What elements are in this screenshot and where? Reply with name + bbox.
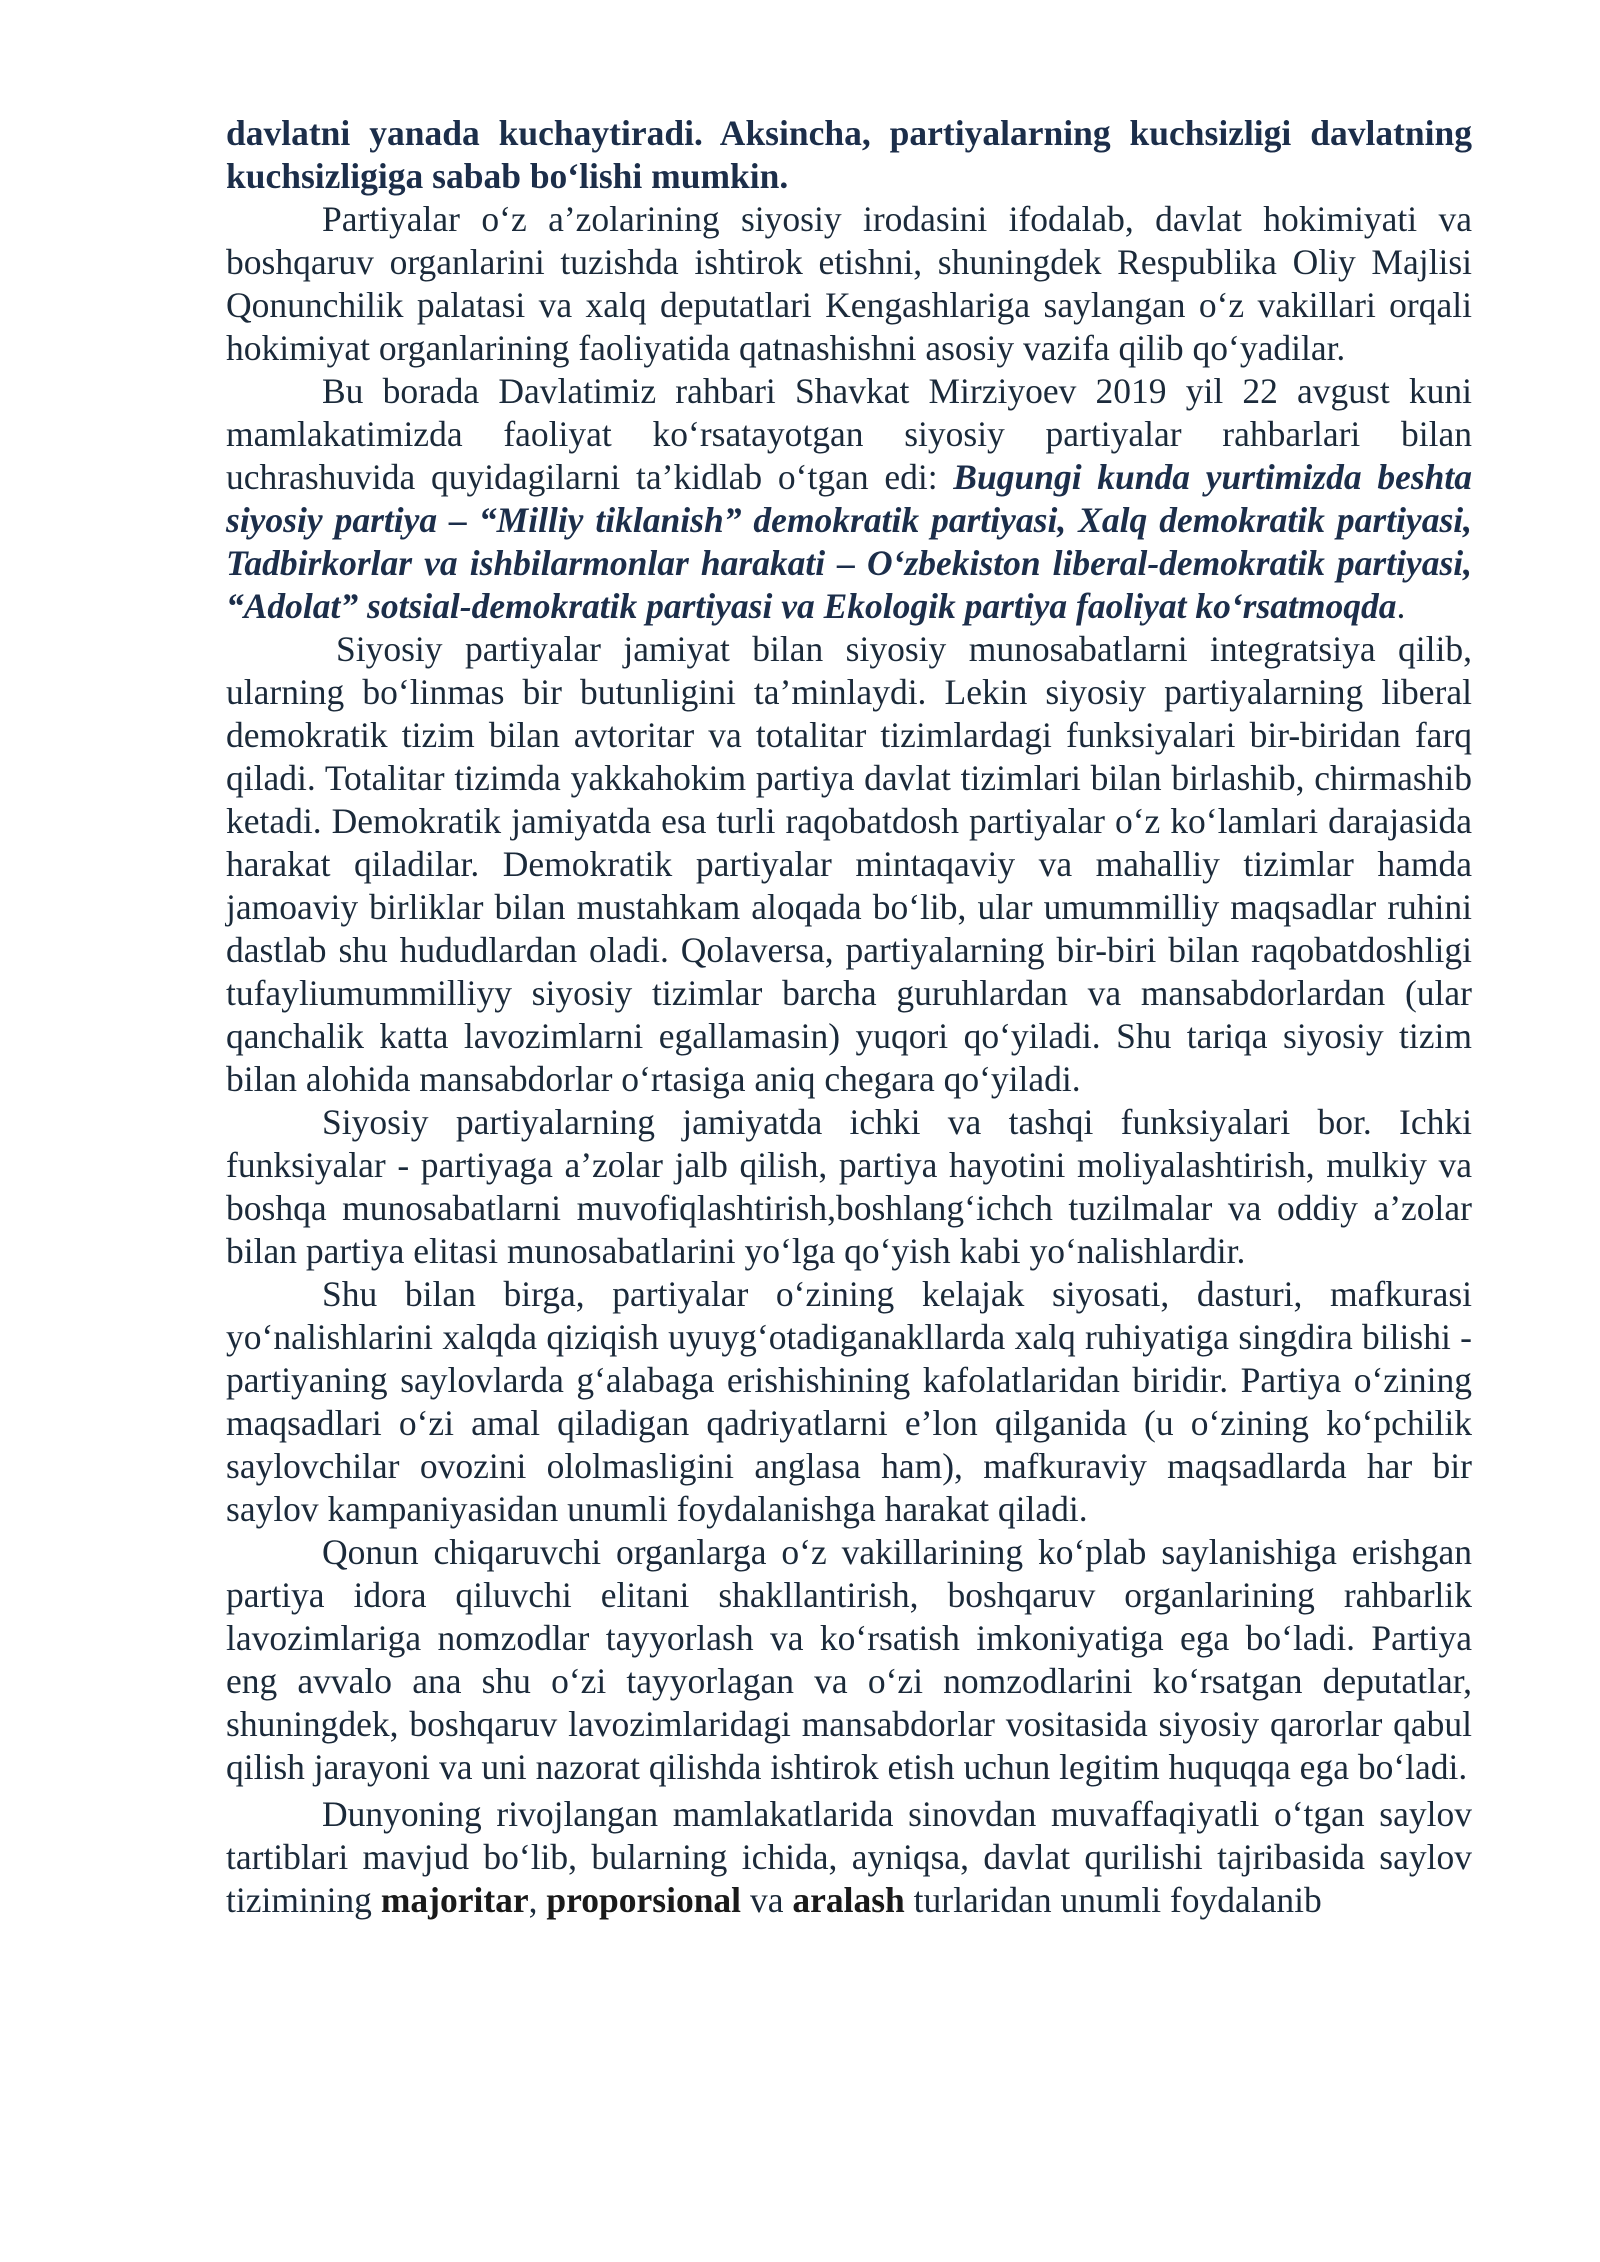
paragraph-7-sep-1: , <box>528 1880 547 1920</box>
paragraph-7-text-a: Dunyoning rivojlangan mamlakatlarida sinovdan muvaffaqiyatli o‘tgan saylov tartiblari mavjud bo‘lib, bularning ichida, ayniqsa, davlat qurilishi tajribasida saylov tizimining <box>226 1794 1472 1920</box>
paragraph-2-quote: Bugungi kunda yurtimizda beshta siyosiy partiya – “Milliy tiklanish” demokratik partiyasi, Xalq demokratik partiyasi, Tadbirkorlar va ishbilarmonlar harakati – O‘zbekiston liberal-demokratik partiyasi, “Adolat” sotsial-demokratik partiyasi va Ekologik partiya faoliyat ko‘rsatmoqda <box>226 457 1472 626</box>
paragraph-3: Siyosiy partiyalar jamiyat bilan siyosiy munosabatlarni integratsiya qilib, ularning bo‘linmas bir butunligini ta’minlaydi. Lekin siyosiy partiyalarning liberal demokratik tizim bilan avtoritar va totalitar tizimlardagi funksiyalari bir-biridan farq qiladi. Totalitar tizimda yakkahokim partiya davlat tizimlari bilan birlashib, chirmashib ketadi. Demokratik jamiyatda esa turli raqobatdosh partiyalar o‘z ko‘lamlari darajasida harakat qiladilar. Demokratik partiyalar mintaqaviy va mahalliy tizimlar hamda jamoaviy birliklar bilan mustahkam aloqada bo‘lib, ular umummilliy maqsadlar ruhini dastlab shu hududlardan oladi. Qolaversa, partiyalarning bir-biri bilan raqobatdoshligi tufayliumummilliyy siyosiy tizimlar barcha guruhlardan va mansabdorlardan (ular qanchalik katta lavozimlarni egallamasin) yuqori qo‘yiladi. Shu tariqa siyosiy tizim bilan alohida mansabdorlar o‘rtasiga aniq chegara qo‘yiladi. <box>226 629 1472 1099</box>
paragraph-2-text: Bu borada Davlatimiz rahbari Shavkat Mirziyoev 2019 yil 22 avgust kuni mamlakatimizda faoliyat ko‘rsatayotgan siyosiy partiyalar rahbarlari bilan uchrashuvida quyidagilarni ta’kidlab o‘tgan edi: <box>226 371 1472 497</box>
paragraph-1: Partiyalar o‘z a’zolarining siyosiy irodasini ifodalab, davlat hokimiyati va boshqaruv organlarini tuzishda ishtirok etishni, shuningdek Respublika Oliy Majlisi Qonunchilik palatasi va xalq deputatlari Kengashlariga saylangan o‘z vakillari orqali hokimiyat organlarining faoliyatida qatnashishni asosiy vazifa qilib qo‘yadilar. <box>226 199 1472 368</box>
paragraph-5: Shu bilan birga, partiyalar o‘zining kelajak siyosati, dasturi, mafkurasi yo‘nalishlarini xalqda qiziqish uyuyg‘otadiganakllarda xalq ruhiyatiga singdira bilishi - partiyaning saylovlarda g‘alabaga erishishining kafolatlaridan biridir. Partiya o‘zining maqsadlari o‘zi amal qiladigan qadriyatlarni e’lon qilganida (u o‘zining ko‘pchilik saylovchilar ovozini ololmasligini anglasa ham), mafkuraviy maqsadlarda har bir saylov kampaniyasidan unumli foydalanishga harakat qiladi. <box>226 1274 1472 1529</box>
paragraph-2 <box>226 370 1472 628</box>
paragraph-6: Qonun chiqaruvchi organlarga o‘z vakillarining ko‘plab saylanishiga erishgan partiya idora qiluvchi elitani shakllantirish, boshqaruv organlarining rahbarlik lavozimlariga nomzodlar tayyorlash va ko‘rsatish imkoniyatiga ega bo‘ladi. Partiya eng avvalo ana shu o‘zi tayyorlagan va o‘zi nomzodlarini ko‘rsatgan deputatlar, shuningdek, boshqaruv lavozimlaridagi mansabdorlar vositasida siyosiy qarorlar qabul qilish jarayoni va uni nazorat qilishda ishtirok etish uchun legitim huquqqa ega bo‘ladi. <box>226 1532 1472 1787</box>
paragraph-7-text-b: turlaridan unumli foydalanib <box>904 1880 1322 1920</box>
paragraph-4: Siyosiy partiyalarning jamiyatda ichki va tashqi funksiyalari bor. Ichki funksiyalar - partiyaga a’zolar jalb qilish, partiya hayotini moliyalashtirish, mulkiy va boshqa munosabatlarni muvofiqlashtirish,boshlang‘ichch tuzilmalar va oddiy a’zolar bilan partiya elitasi munosabatlarini yo‘lga qo‘yish kabi yo‘nalishlardir. <box>226 1102 1472 1271</box>
document-body <box>226 112 1472 1922</box>
paragraph-2-end: . <box>1396 586 1406 626</box>
paragraph-7-sep-2: va <box>741 1880 793 1920</box>
paragraph-7 <box>226 1793 1472 1922</box>
term-majoritar: majoritar <box>380 1880 529 1920</box>
term-proporsional: proporsional <box>546 1880 742 1920</box>
term-aralash: aralash <box>792 1880 905 1920</box>
lead-paragraph: davlatni yanada kuchaytiradi. Aksincha, partiyalarning kuchsizligi davlatning kuchsizligiga sabab bo‘lishi mumkin. <box>226 113 1472 196</box>
